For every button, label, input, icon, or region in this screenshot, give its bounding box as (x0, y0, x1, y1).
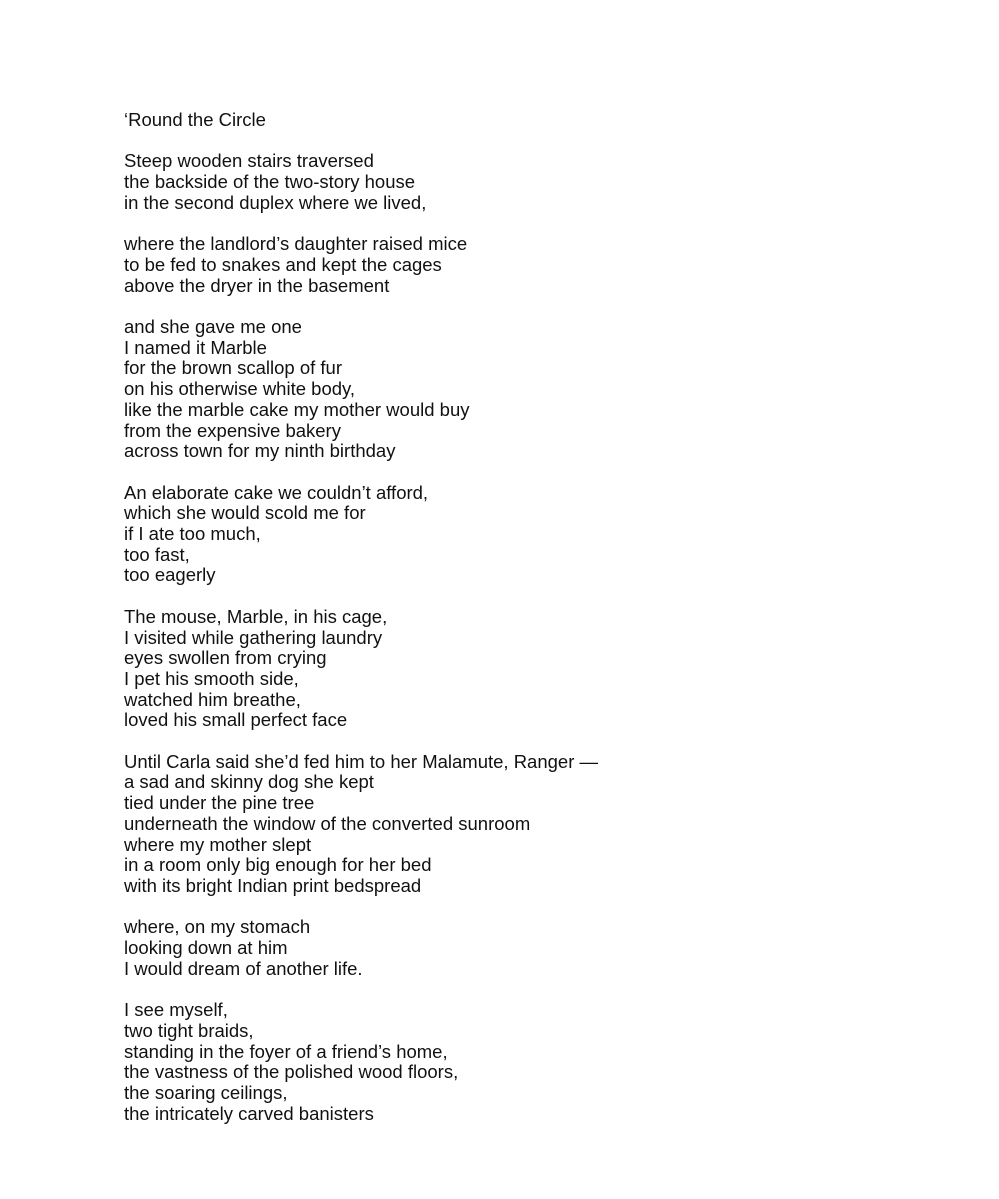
poem-line: which she would scold me for (124, 502, 366, 524)
poem-line: two tight braids, (124, 1019, 254, 1041)
stanza (124, 483, 944, 587)
poem-line: looking down at him (124, 937, 288, 959)
poem-line: standing in the foyer of a friend’s home, (124, 1040, 448, 1062)
stanza (124, 234, 944, 296)
poem-line: too fast, (124, 543, 190, 565)
poem-line: the soaring ceilings, (124, 1081, 288, 1103)
poem (124, 110, 944, 1145)
stanza (124, 1000, 944, 1124)
poem-line: to be fed to snakes and kept the cages (124, 253, 442, 275)
poem-line: I pet his smooth side, (124, 667, 299, 689)
poem-line: I visited while gathering laundry (124, 626, 383, 648)
poem-line: loved his small perfect face (124, 709, 348, 731)
poem-line: from the expensive bakery (124, 419, 341, 441)
poem-line: with its bright Indian print bedspread (124, 874, 422, 896)
poem-line: underneath the window of the converted sunroom (124, 812, 531, 834)
poem-line: a sad and skinny dog she kept (124, 771, 374, 793)
stanza (124, 752, 944, 897)
poem-line: watched him breathe, (124, 688, 301, 710)
poem-line: Steep wooden stairs traversed (124, 150, 374, 172)
poem-line: where the landlord’s daughter raised mice (124, 233, 468, 255)
poem-line: the intricately carved banisters (124, 1102, 374, 1124)
poem-line: The mouse, Marble, in his cage, (124, 605, 388, 627)
poem-line: in the second duplex where we lived, (124, 191, 427, 213)
stanza (124, 317, 944, 462)
poem-line: if I ate too much, (124, 523, 261, 544)
poem-line: Until Carla said she’d fed him to her Malamute, Ranger — (124, 750, 599, 772)
stanza (124, 607, 944, 731)
poem-line: where my mother slept (124, 833, 312, 855)
poem-line: across town for my ninth birthday (124, 440, 396, 462)
poem-line: tied under the pine tree (124, 792, 315, 814)
poem-line: eyes swollen from crying (124, 647, 327, 669)
poem-line: I would dream of another life. (124, 957, 363, 979)
poem-line: where, on my stomach (124, 916, 311, 938)
poem-line: in a room only big enough for her bed (124, 854, 432, 876)
poem-line: for the brown scallop of fur (124, 357, 342, 379)
poem-line: I named it Marble (124, 336, 267, 358)
poem-body (124, 151, 944, 1124)
poem-line: and she gave me one (124, 315, 302, 337)
stanza (124, 151, 944, 213)
poem-line: the backside of the two-story house (124, 171, 416, 193)
poem-line: above the dryer in the basement (124, 274, 390, 296)
poem-line: An elaborate cake we couldn’t afford, (124, 481, 429, 503)
stanza (124, 917, 944, 979)
poem-line: on his otherwise white body, (124, 378, 356, 400)
poem-line: the vastness of the polished wood floors, (124, 1061, 459, 1083)
poem-line: too eagerly (124, 564, 216, 586)
poem-line: I see myself, (124, 999, 228, 1021)
poem-line: like the marble cake my mother would buy (124, 398, 470, 420)
poem-title: ‘Round the Circle (124, 109, 266, 130)
